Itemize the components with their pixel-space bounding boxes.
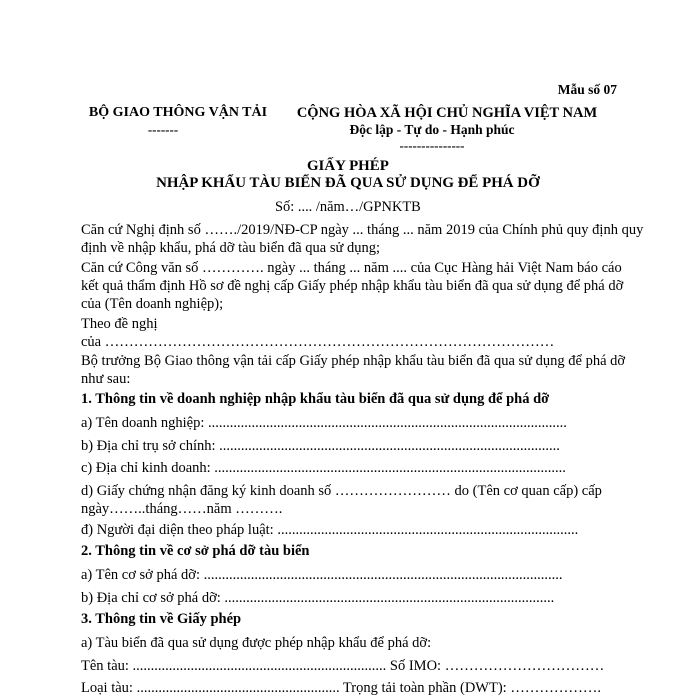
national-motto: Độc lập - Tự do - Hạnh phúc	[349, 122, 515, 137]
section-2-heading: 2. Thông tin về cơ sở phá dỡ tàu biển	[81, 543, 310, 559]
field-facility-name: a) Tên cơ sở phá dỡ: ...................................................................................................	[81, 567, 563, 583]
field-business-certificate-line-1: d) Giấy chứng nhận đăng ký kinh doanh số …………………… do (Tên cơ quan cấp) cấp	[81, 483, 602, 499]
grant-line-1: Bộ trưởng Bộ Giao thông vận tải cấp Giấy phép nhập khẩu tàu biển đã qua sử dụng để phá dỡ	[81, 353, 626, 369]
proposal-line-2: của …………………………………………………………………………………	[81, 334, 555, 350]
field-company-name: a) Tên doanh nghiệp: ...................................................................................................	[81, 415, 567, 431]
basis-decree-line-2: định về nhập khẩu, phá dỡ tàu biển đã qua sử dụng;	[81, 240, 381, 256]
grant-line-2: như sau:	[81, 371, 131, 387]
field-ship-type-dwt: Loại tàu: ........................................................ Trọng tải toàn phần (DWT): ……………….	[81, 680, 601, 696]
ministry-name: BỘ GIAO THÔNG VẬN TẢI	[88, 105, 268, 120]
field-head-office: b) Địa chỉ trụ sở chính: ..............................................................................................	[81, 438, 560, 454]
basis-letter-line-2: kết quả thẩm định Hồ sơ đề nghị cấp Giấy phép nhập khẩu tàu biển đã qua sử dụng để phá dỡ	[81, 278, 624, 294]
section-1-heading: 1. Thông tin về doanh nghiệp nhập khẩu tàu biển đã qua sử dụng để phá dỡ	[81, 391, 550, 407]
motto-divider: ---------------	[399, 138, 465, 153]
field-facility-address: b) Địa chỉ cơ sở phá dỡ: ...........................................................................................	[81, 590, 555, 606]
ministry-divider: -------	[147, 122, 179, 137]
field-ship-name-imo: Tên tàu: ...................................................................... Số IMO: ……………………………	[81, 658, 605, 674]
basis-letter-line-1: Căn cứ Công văn số …………. ngày ... tháng ... năm .... của Cục Hàng hải Việt Nam báo cáo	[81, 260, 622, 276]
document-subtitle: NHẬP KHẨU TÀU BIỂN ĐÃ QUA SỬ DỤNG ĐỂ PHÁ DỠ	[156, 175, 540, 191]
basis-decree-line-1: Căn cứ Nghị định số ……./2019/NĐ-CP ngày ... tháng ... năm 2019 của Chính phủ quy định quy	[81, 222, 644, 238]
basis-letter-line-3: của (Tên doanh nghiệp);	[81, 296, 224, 312]
document-title: GIẤY PHÉP	[306, 158, 389, 174]
field-legal-representative: đ) Người đại diện theo pháp luật: ...................................................................................	[81, 522, 579, 538]
document-number: Số: .... /năm…/GPNKTB	[275, 199, 421, 215]
field-ship-permitted: a) Tàu biển đã qua sử dụng được phép nhập khẩu để phá dỡ:	[81, 635, 432, 651]
proposal-line-1: Theo đề nghị	[81, 316, 158, 332]
field-business-address: c) Địa chỉ kinh doanh: .................................................................................................	[81, 460, 566, 476]
form-number: Mẫu số 07	[557, 82, 617, 97]
field-business-certificate-line-2: ngày……..tháng……năm ……….	[81, 501, 283, 517]
section-3-heading: 3. Thông tin về Giấy phép	[81, 611, 242, 627]
national-title: CỘNG HÒA XÃ HỘI CHỦ NGHĨA VIỆT NAM	[296, 105, 598, 121]
